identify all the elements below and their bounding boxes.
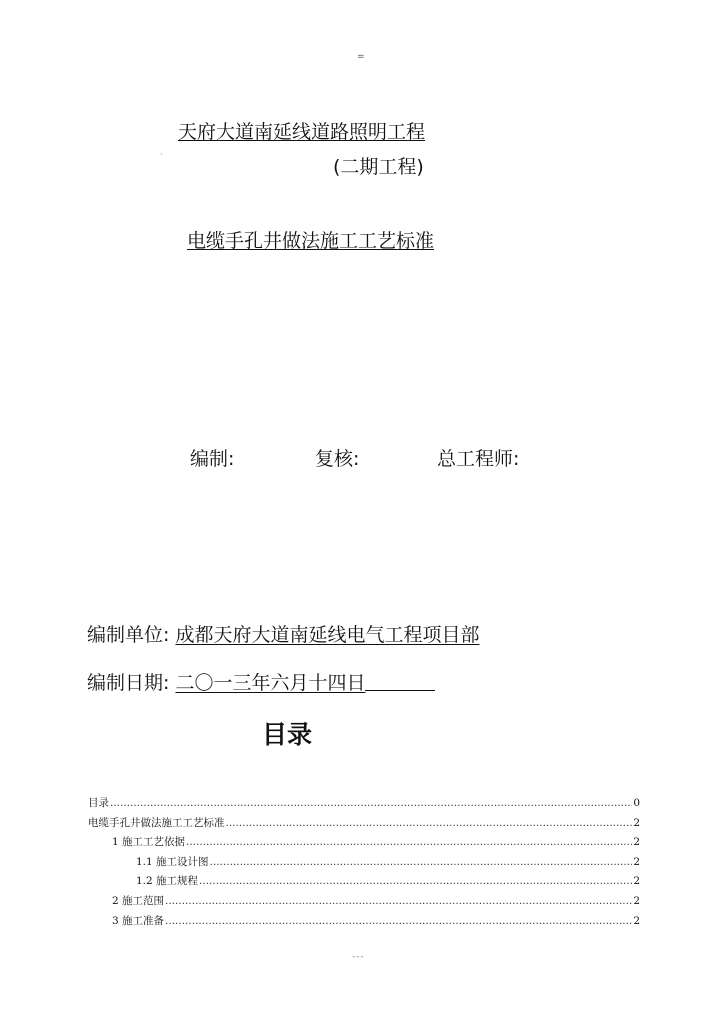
toc-title: 目录: [262, 720, 313, 749]
compiling-unit-label: 编制单位:: [87, 624, 170, 646]
compiled-by-label: 编制:: [190, 448, 235, 470]
toc-entry-label: 1.2 施工规程: [136, 875, 199, 888]
toc-entry-page: 0: [633, 797, 640, 809]
page-footer-mark: ---: [352, 952, 365, 962]
toc-entry[interactable]: [88, 913, 640, 933]
toc-entry-page: 2: [633, 914, 640, 927]
toc-leader-dots: [199, 875, 632, 887]
document-title: 电缆手孔井做法施工工艺标准: [187, 230, 435, 252]
toc-entry[interactable]: [88, 893, 640, 913]
compiling-unit-value: 成都天府大道南延线电气工程项目部: [175, 624, 480, 646]
toc-entry-page: 2: [633, 894, 640, 907]
toc-entry[interactable]: [88, 854, 640, 874]
toc-entry-page: 2: [633, 816, 640, 829]
project-title: 天府大道南延线道路照明工程: [178, 121, 426, 143]
date-underline-blank: [365, 672, 435, 691]
toc-leader-dots: [165, 895, 632, 907]
toc-leader-dots: [165, 915, 632, 927]
toc-entry-label: 3 施工准备: [112, 914, 165, 927]
project-phase: (二期工程): [333, 156, 424, 178]
toc-entry-label: 1.1 施工设计图: [136, 855, 209, 868]
toc-leader-dots: [110, 797, 632, 809]
toc-entry-page: 2: [633, 875, 640, 888]
toc-leader-dots: [226, 817, 633, 829]
toc-entry[interactable]: [88, 873, 640, 893]
toc-entry-page: 2: [633, 855, 640, 868]
toc-entry[interactable]: [88, 834, 640, 854]
toc-entry-label: 电缆手孔井做法施工工艺标准: [88, 816, 225, 829]
page-header-mark: =: [357, 52, 365, 62]
chief-engineer-label: 总工程师:: [437, 448, 520, 470]
toc-leader-dots: [186, 836, 632, 848]
toc-entry[interactable]: [88, 815, 640, 835]
stray-dot: ·: [160, 150, 163, 159]
toc-entry[interactable]: [88, 795, 640, 815]
compile-date: [87, 668, 435, 695]
compile-date-label: 编制日期:: [87, 672, 170, 694]
toc-entry-label: 2 施工范围: [112, 894, 165, 907]
toc-entry-label: 1 施工工艺依据: [112, 836, 186, 849]
toc-entry-page: 2: [633, 836, 640, 849]
compile-date-value: 二〇一三年六月十四日: [175, 672, 366, 694]
toc-leader-dots: [210, 856, 633, 868]
table-of-contents: [88, 795, 640, 932]
toc-entry-label: 目录: [88, 797, 109, 809]
reviewed-by-label: 复核:: [315, 448, 360, 470]
compiling-unit: [87, 620, 479, 647]
